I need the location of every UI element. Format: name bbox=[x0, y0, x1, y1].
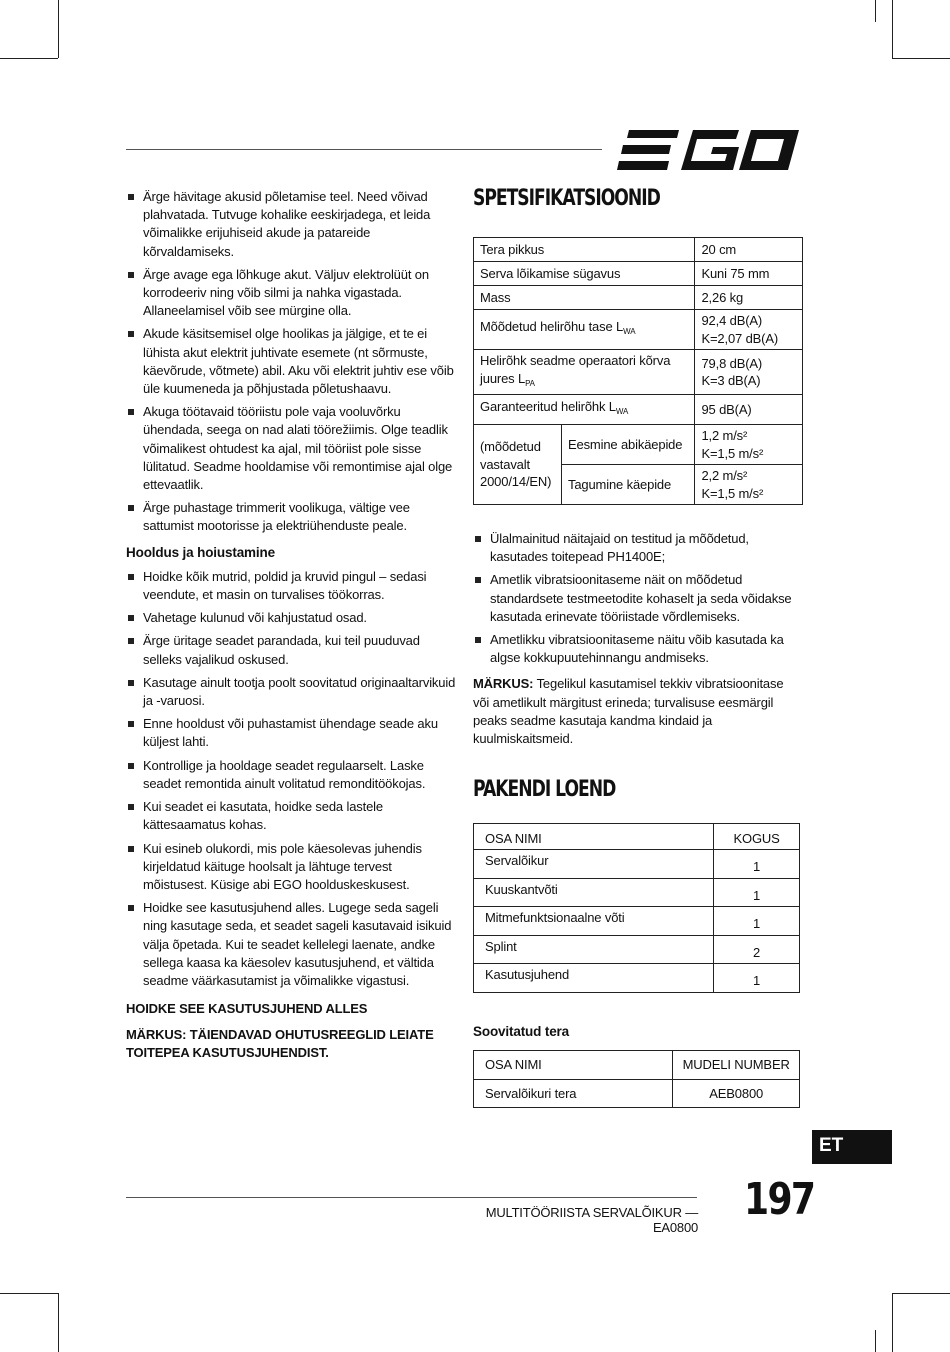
list-item: Ärge puhastage trimmerit voolikuga, vältige vee sattumist mootorisse ja elektriühenduste peale. bbox=[126, 499, 456, 535]
ego-logo bbox=[617, 128, 799, 172]
part-qty: 1 bbox=[714, 964, 800, 993]
list-item: Kasutage ainult tootja poolt soovitatud originaaltarvikuid ja -varuosi. bbox=[126, 674, 456, 710]
spec-value-line: 92,4 dB(A) bbox=[701, 313, 763, 328]
crop-mark bbox=[875, 1330, 876, 1352]
footer-product-name: MULTITÖÖRIISTA SERVALÕIKUR — EA0800 bbox=[485, 1205, 698, 1235]
crop-mark bbox=[892, 1293, 893, 1352]
package-table-wrap bbox=[473, 823, 800, 993]
spec-label bbox=[474, 310, 695, 350]
table-row bbox=[474, 850, 800, 879]
table-row bbox=[474, 238, 803, 262]
part-name: Splint bbox=[474, 935, 714, 964]
spec-value-line: K=1,5 m/s² bbox=[701, 445, 764, 461]
spec-value bbox=[695, 425, 803, 465]
spec-value bbox=[695, 310, 803, 350]
recommended-table bbox=[473, 1050, 800, 1108]
specifications-title: SPETSIFIKATSIOONID bbox=[473, 186, 660, 211]
remark-note: MÄRKUS: TÄIENDAVAD OHUTUSREEGLID LEIATE TOITEPEA KASUTUSJUHENDIST. bbox=[126, 1026, 434, 1061]
specifications-section bbox=[473, 186, 803, 211]
crop-mark bbox=[0, 58, 58, 59]
spec-label-text: Helirõhk seadme operaatori kõrva juures L bbox=[480, 353, 671, 386]
left-column bbox=[126, 188, 456, 1063]
recommended-table-wrap bbox=[473, 1050, 800, 1108]
recommended-section bbox=[473, 1023, 803, 1041]
vibration-group-label: (mõõdetud vastavalt 2000/14/EN) bbox=[474, 425, 562, 505]
list-item: Ametlik vibratsioonitaseme näit on mõõdetud standardsete testmeetodite kohaselt ja seda võidakse kasutada erinevate tööriistade võrdlemiseks. bbox=[473, 571, 803, 626]
spec-value-line: K=2,07 dB(A) bbox=[701, 330, 779, 346]
spec-label bbox=[474, 350, 695, 395]
spec-value-line: 1,2 m/s² bbox=[701, 428, 748, 443]
spec-value-line: 79,8 dB(A) bbox=[701, 355, 763, 371]
package-title: PAKENDI LOEND bbox=[473, 777, 616, 802]
table-row bbox=[474, 1079, 800, 1108]
spec-label: Eesmine abikäepide bbox=[561, 425, 694, 465]
list-item: Ülalmainitud näitajaid on testitud ja mõõdetud, kasutades toitepead PH1400E; bbox=[473, 530, 803, 566]
list-item: Kui esineb olukordi, mis pole käesolevas juhendis kirjeldatud käituge hoolsalt ja lähtuge tervest mõistusest. Küsige abi EGO hoolduskeskusest. bbox=[126, 840, 456, 895]
table-row bbox=[474, 395, 803, 425]
model-number: AEB0800 bbox=[673, 1079, 800, 1108]
spec-value-line: 2,2 m/s² bbox=[701, 468, 748, 483]
save-manual-note: HOIDKE SEE KASUTUSJUHEND ALLES bbox=[126, 1001, 368, 1017]
list-item: Kontrollige ja hooldage seadet regulaarselt. Laske seadet remontida ainult volitatud remonditöökojas. bbox=[126, 757, 456, 793]
spec-value: 20 cm bbox=[695, 238, 803, 262]
maintenance-heading: Hooldus ja hoiustamine bbox=[126, 544, 275, 560]
table-row bbox=[474, 878, 800, 907]
crop-mark bbox=[892, 58, 950, 59]
list-item: Kui seadet ei kasutata, hoidke seda lastele kättesaamatus kohas. bbox=[126, 798, 456, 834]
spec-label: Tera pikkus bbox=[474, 238, 695, 262]
spec-label: Mass bbox=[474, 286, 695, 310]
list-item: Enne hooldust või puhastamist ühendage seade aku küljest lahti. bbox=[126, 715, 456, 751]
crop-mark bbox=[0, 1293, 58, 1294]
spec-table bbox=[473, 237, 803, 505]
recommended-title: Soovitatud tera bbox=[473, 1024, 570, 1039]
part-name: Mitmefunktsionaalne võti bbox=[474, 907, 714, 936]
crop-mark bbox=[58, 0, 59, 58]
spec-label-text: Mõõdetud helirõhu tase L bbox=[480, 319, 624, 335]
note-text: Tegelikul kasutamisel tekkiv vibratsioonitase või ametlikult märgitust erineda; turvalisuse eesmärgil peaks seadme kasutaja kandma kindaid ja kuulmiskaitsmeid. bbox=[473, 676, 784, 747]
spec-value bbox=[695, 350, 803, 395]
column-header: KOGUS bbox=[714, 824, 800, 850]
list-item: Ärge avage ega lõhkuge akut. Väljuv elektrolüüt on korrodeeriv ning võib silmi ja nahka vigastada. Allaneelamisel võib see mürgine olla. bbox=[126, 266, 456, 321]
list-item: Ärge üritage seadet parandada, kui teil puuduvad selleks vajalikud oskused. bbox=[126, 632, 456, 668]
part-qty: 1 bbox=[714, 907, 800, 936]
part-qty: 2 bbox=[714, 935, 800, 964]
spec-value-line: K=1,5 m/s² bbox=[701, 485, 764, 501]
subscript: WA bbox=[615, 407, 629, 417]
list-item: Vahetage kulunud või kahjustatud osad. bbox=[126, 609, 456, 627]
spec-value: 95 dB(A) bbox=[695, 395, 803, 425]
part-name: Kasutusjuhend bbox=[474, 964, 714, 993]
part-qty: 1 bbox=[714, 878, 800, 907]
package-table bbox=[473, 823, 800, 993]
battery-safety-list bbox=[126, 188, 456, 536]
crop-mark bbox=[892, 1293, 950, 1294]
spec-value: Kuni 75 mm bbox=[695, 262, 803, 286]
column-header: OSA NIMI bbox=[474, 824, 714, 850]
package-section bbox=[473, 777, 803, 802]
spec-notes bbox=[473, 530, 803, 748]
vibration-note bbox=[473, 675, 803, 748]
table-row bbox=[474, 935, 800, 964]
header-rule bbox=[126, 149, 602, 150]
spec-table-wrap bbox=[473, 237, 803, 505]
table-row bbox=[474, 262, 803, 286]
footer-rule bbox=[126, 1197, 697, 1198]
language-tab: ET bbox=[812, 1130, 892, 1164]
part-name: Kuuskantvõti bbox=[474, 878, 714, 907]
note-label: MÄRKUS: bbox=[473, 676, 534, 692]
crop-mark bbox=[875, 0, 876, 22]
table-row bbox=[474, 286, 803, 310]
spec-label bbox=[474, 395, 695, 425]
spec-label: Tagumine käepide bbox=[561, 465, 694, 505]
list-item: Hoidke see kasutusjuhend alles. Lugege seda sageli ning kasutage seda, et seadet sageli kasutavaid isikuid välja õpetada. Kui te seadet kellelegi laenate, andke sellega kaasa ka käesolev kasutusjuhend, et vältida seadme väärkasutamist ja võimalikke vigastusi. bbox=[126, 899, 456, 990]
list-item: Hoidke kõik mutrid, poldid ja kruvid pingul – sedasi veendute, et masin on turvalises töökorras. bbox=[126, 568, 456, 604]
spec-value-line: K=3 dB(A) bbox=[701, 373, 761, 388]
page-number: 197 bbox=[744, 1174, 815, 1225]
spec-notes-list bbox=[473, 530, 803, 667]
part-qty: 1 bbox=[714, 850, 800, 879]
column-header: MUDELI NUMBER bbox=[673, 1051, 800, 1080]
table-row bbox=[474, 350, 803, 395]
list-item: Ärge hävitage akusid põletamise teel. Need võivad plahvatada. Tutvuge kohalike eeskirjadega, et leida võimalikke erijuhiseid akude ja patareide kõrvaldamiseks. bbox=[126, 188, 456, 261]
table-header-row bbox=[474, 1051, 800, 1080]
table-row bbox=[474, 310, 803, 350]
part-name: Servalõikuri tera bbox=[474, 1079, 673, 1108]
part-name: Servalõikur bbox=[474, 850, 714, 879]
table-row bbox=[474, 907, 800, 936]
crop-mark bbox=[892, 0, 893, 58]
list-item: Akuga töötavaid tööriistu pole vaja vooluvõrku ühendada, seega on nad alati töörežiimis. Olge teadlik võimalikest ohtudest ka ajal, mil tööriist pole sisse lülitatud. Seadme hooldamise või remontimise ajal olge ettevaatlik. bbox=[126, 403, 456, 494]
list-item: Akude käsitsemisel olge hoolikas ja jälgige, et te ei lühista akut elektrit juhtivate esemete (nt sõrmuste, käevõrude, võtmete) abil. Aku või elektrit juhtiv ese võib üle kuumeneda ja põhjustada põletushaavu. bbox=[126, 325, 456, 398]
table-row bbox=[474, 425, 803, 465]
spec-label: Serva lõikamise sügavus bbox=[474, 262, 695, 286]
spec-value bbox=[695, 465, 803, 505]
list-item: Ametlikku vibratsioonitaseme näitu võib kasutada ka algse kokkupuutehinnangu andmiseks. bbox=[473, 631, 803, 667]
crop-mark bbox=[58, 1293, 59, 1352]
table-row bbox=[474, 964, 800, 993]
spec-label-text: Garanteeritud helirõhk L bbox=[480, 399, 616, 415]
maintenance-list bbox=[126, 568, 456, 990]
column-header: OSA NIMI bbox=[474, 1051, 673, 1080]
subscript: PA bbox=[525, 378, 535, 388]
subscript: WA bbox=[623, 327, 636, 337]
spec-value: 2,26 kg bbox=[695, 286, 803, 310]
table-header-row bbox=[474, 824, 800, 850]
